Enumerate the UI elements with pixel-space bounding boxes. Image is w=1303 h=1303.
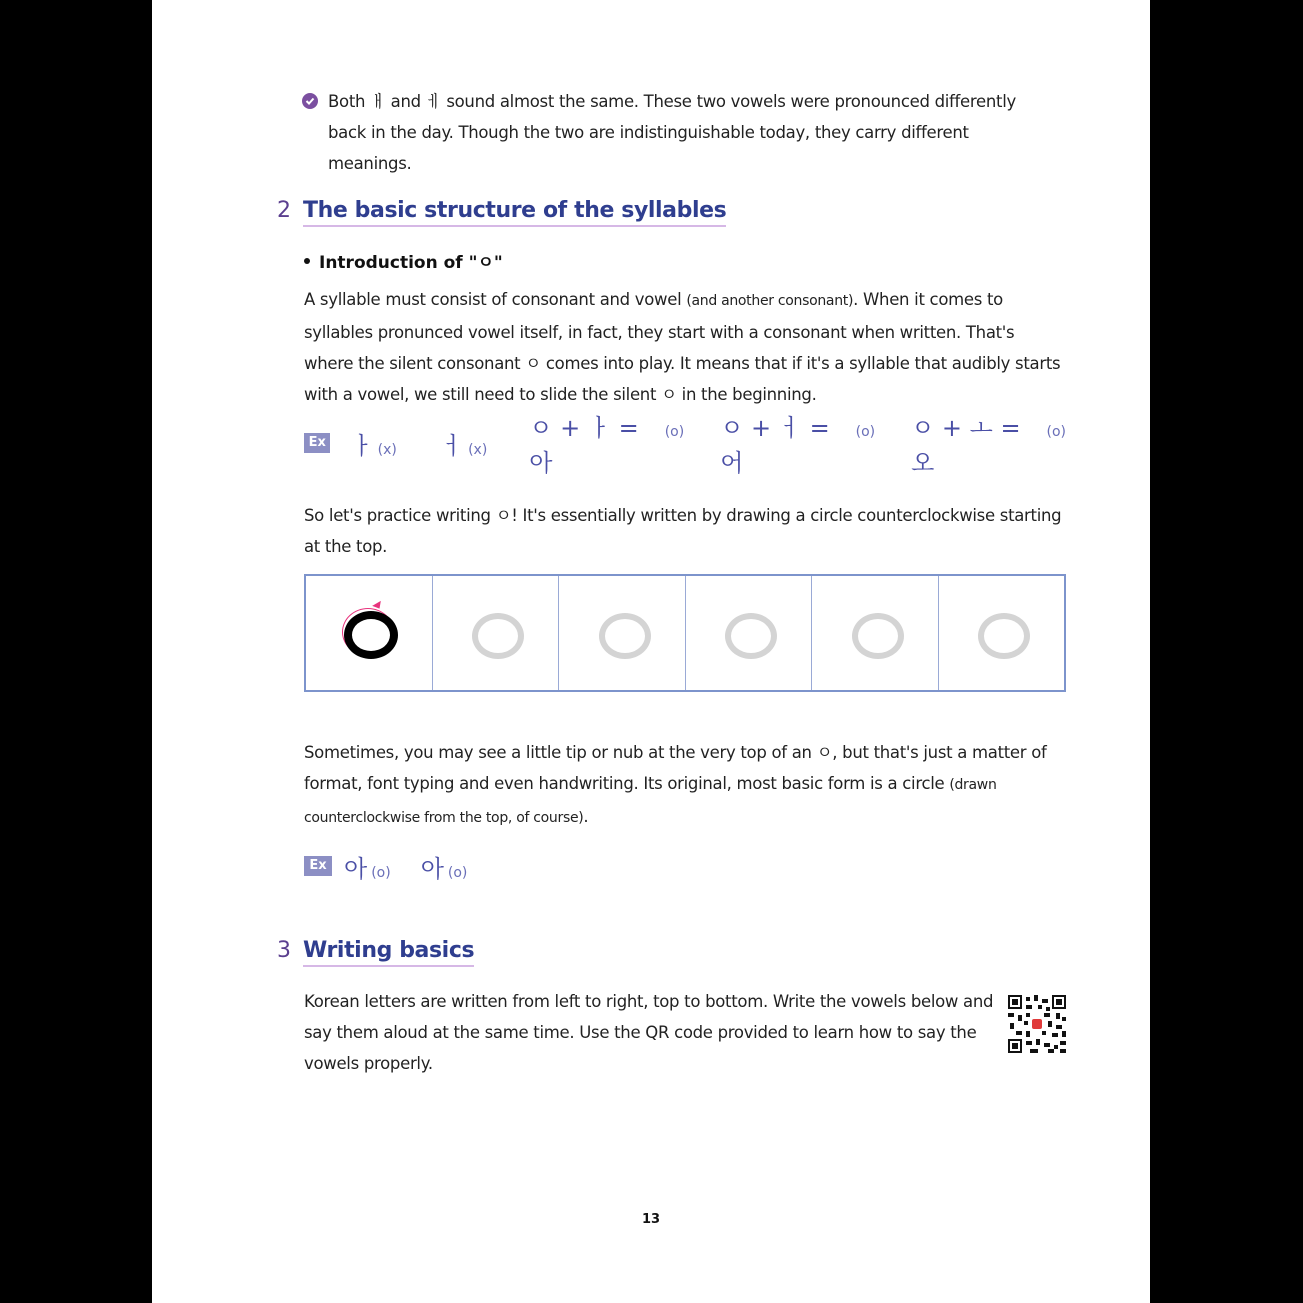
example-row bbox=[304, 414, 1067, 477]
paragraph-writing-basics: Korean letters are written from left to right, top to bottom. Write the vowels below and say them aloud at the same time. Use the QR code provided to learn how to say the vowels properly. bbox=[304, 992, 994, 1073]
stroke-arrow-icon bbox=[372, 601, 384, 611]
practice-cell-example bbox=[306, 576, 433, 690]
para1-rest: . When it comes to syllables pronunced vowel itself, in fact, they start with a consonant when written. That's where the silent consonant ㅇ comes into play. It means that if it's a syllable that audibly starts with a vowel, we still need to slide the silent ㅇ in the beginning. bbox=[304, 290, 1061, 404]
page-number: 13 bbox=[641, 1212, 661, 1227]
practice-grid bbox=[304, 574, 1066, 692]
ex-badge: Ex bbox=[304, 856, 332, 876]
paragraph-practice: So let's practice writing ㅇ! It's essentially written by drawing a circle counterclockwise starting at the top. bbox=[304, 506, 1062, 556]
qr-code-icon[interactable] bbox=[1008, 995, 1066, 1053]
ieung-trace-glyph bbox=[978, 613, 1030, 659]
ieung-trace-glyph bbox=[472, 613, 524, 659]
practice-cell[interactable] bbox=[433, 576, 560, 690]
practice-cell[interactable] bbox=[559, 576, 686, 690]
section-title: Writing basics bbox=[303, 938, 474, 967]
note-text: Both ㅐ and ㅔ sound almost the same. These two vowels were pronounced differently back in the day. Though the two are indistinguishable today, they carry different meanings. bbox=[328, 92, 1016, 173]
example-item: 아 (o) bbox=[420, 854, 468, 883]
check-circle-icon bbox=[302, 93, 318, 109]
example-row-2 bbox=[304, 846, 467, 886]
example-item: ㅇ + ㅓ = 어 (o) bbox=[720, 414, 876, 477]
practice-cell[interactable] bbox=[686, 576, 813, 690]
paragraph-format: Sometimes, you may see a little tip or nub at the very top of an ㅇ, but that's just a matter of format, font typing and even handwriting. Its original, most basic form is a circle (drawn counterclockwise from the top, of course). bbox=[304, 743, 1047, 826]
example-item: ㅇ + ㅗ = 오 (o) bbox=[911, 414, 1067, 477]
example-item: ㅓ (x) bbox=[440, 431, 488, 460]
bullet-heading bbox=[304, 248, 503, 273]
example-item: ㅏ (x) bbox=[350, 431, 397, 460]
example-item: ㅇ + ㅏ = 아 (o) bbox=[529, 414, 685, 477]
bullet-text: Introduction of "ㅇ" bbox=[319, 253, 503, 273]
section-3-heading bbox=[277, 938, 474, 967]
section-number: 3 bbox=[277, 938, 291, 963]
practice-cell[interactable] bbox=[812, 576, 939, 690]
section-2-heading bbox=[277, 198, 726, 227]
bullet-dot bbox=[304, 258, 310, 264]
ieung-trace-glyph bbox=[599, 613, 651, 659]
section-title: The basic structure of the syllables bbox=[303, 198, 726, 227]
example-item: 아 (o) bbox=[344, 854, 391, 883]
practice-cell[interactable] bbox=[939, 576, 1065, 690]
para1-small: (and another consonant) bbox=[686, 293, 854, 309]
ieung-trace-glyph bbox=[852, 613, 904, 659]
note bbox=[302, 86, 1042, 179]
ieung-trace-glyph bbox=[725, 613, 777, 659]
paragraph-syllable bbox=[304, 284, 1066, 410]
section-number: 2 bbox=[277, 198, 291, 223]
ieung-example-glyph bbox=[344, 611, 398, 659]
para1-main: A syllable must consist of consonant and vowel bbox=[304, 290, 687, 309]
page bbox=[152, 0, 1150, 1303]
ex-badge: Ex bbox=[304, 433, 330, 453]
